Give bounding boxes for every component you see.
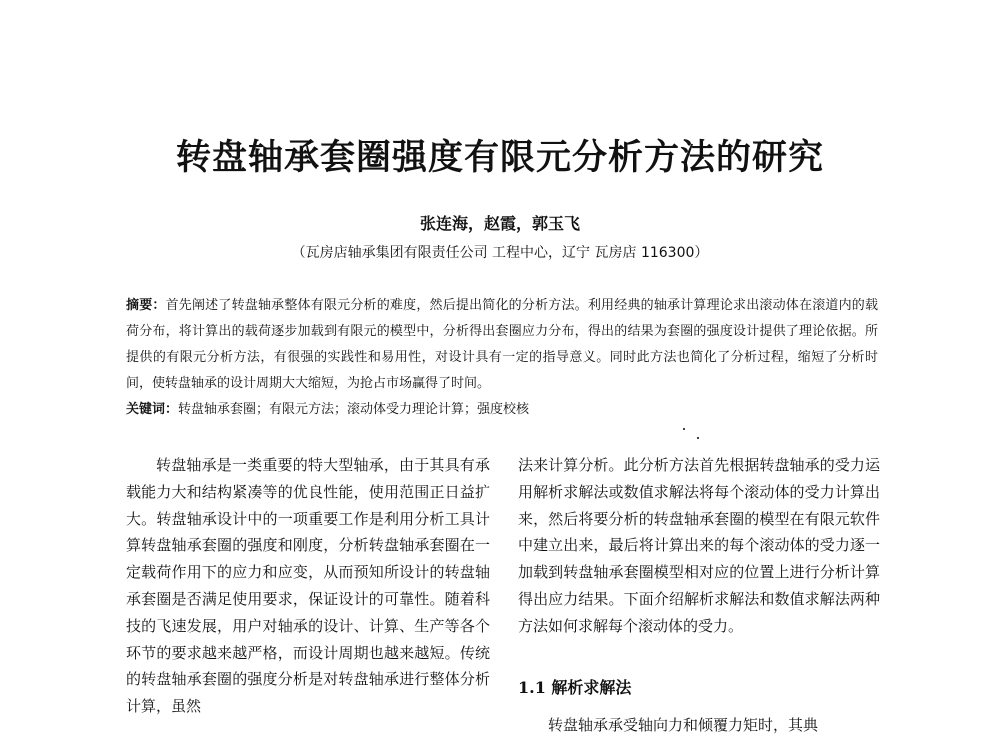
body-paragraph-right: 法来计算分析。此分析方法首先根据转盘轴承的受力运用解析求解法或数值求解法将每个滚动体的受力计算出来，然后将要分析的转盘轴承套圈的模型在有限元软件中建立出来，最后将计算出来的每个滚动体的受力逐一加载到转盘轴承套圈模型相对应的位置上进行分析计算得出应力结果。下面介绍解析求解法和数值求解法两种方法如何求解每个滚动体的受力。 [518,456,880,635]
abstract [126,293,878,397]
affiliation: （瓦房店轴承集团有限责任公司 工程中心，辽宁 瓦房店 116300） [291,245,709,261]
keywords-text: 转盘轴承套圈；有限元方法；滚动体受力理论计算；强度校核 [178,402,530,417]
paper-title: 转盘轴承套圈强度有限元分析方法的研究 [175,137,824,178]
abstract-text: 首先阐述了转盘轴承整体有限元分析的难度，然后提出简化的分析方法。利用经典的轴承计算理论求出滚动体在滚道内的载荷分布，将计算出的载荷逐步加载到有限元的模型中，分析得出套圈应力分布，得出的结果为套圈的强度设计提供了理论依据。所提供的有限元分析方法，有很强的实践性和易用性，对设计具有一定的指导意义。同时此方法也简化了分析过程，缩短了分析时间，使转盘轴承的设计周期大大缩短，为抢占市场赢得了时间。 [126,298,878,391]
scan-speck [697,437,699,439]
body-paragraph-right-2: 转盘轴承承受轴向力和倾覆力矩时，其典 [548,716,819,734]
body-paragraph-left: 转盘轴承是一类重要的特大型轴承，由于其具有承载能力大和结构紧凑等的优良性能，使用范围正日益扩大。转盘轴承设计中的一项重要工作是利用分析工具计算转盘轴承套圈的强度和刚度，分析转盘轴承套圈在一定载荷作用下的应力和应变，从而预知所设计的转盘轴承套圈是否满足使用要求，保证设计的可靠性。随着科技的飞速发展，用户对轴承的设计、计算、生产等各个环节的要求越来越严格，而设计周期也越来越短。传统的转盘轴承套圈的强度分析是对转盘轴承进行整体分析计算，虽然 [126,456,490,716]
keywords [126,399,878,421]
scan-speck [683,428,685,430]
abstract-label: 摘要： [126,298,166,313]
section-heading: 1.1 解析求解法 [518,678,632,697]
author-list: 张连海，赵霞，郭玉飞 [419,214,580,233]
keywords-label: 关键词： [126,402,179,417]
